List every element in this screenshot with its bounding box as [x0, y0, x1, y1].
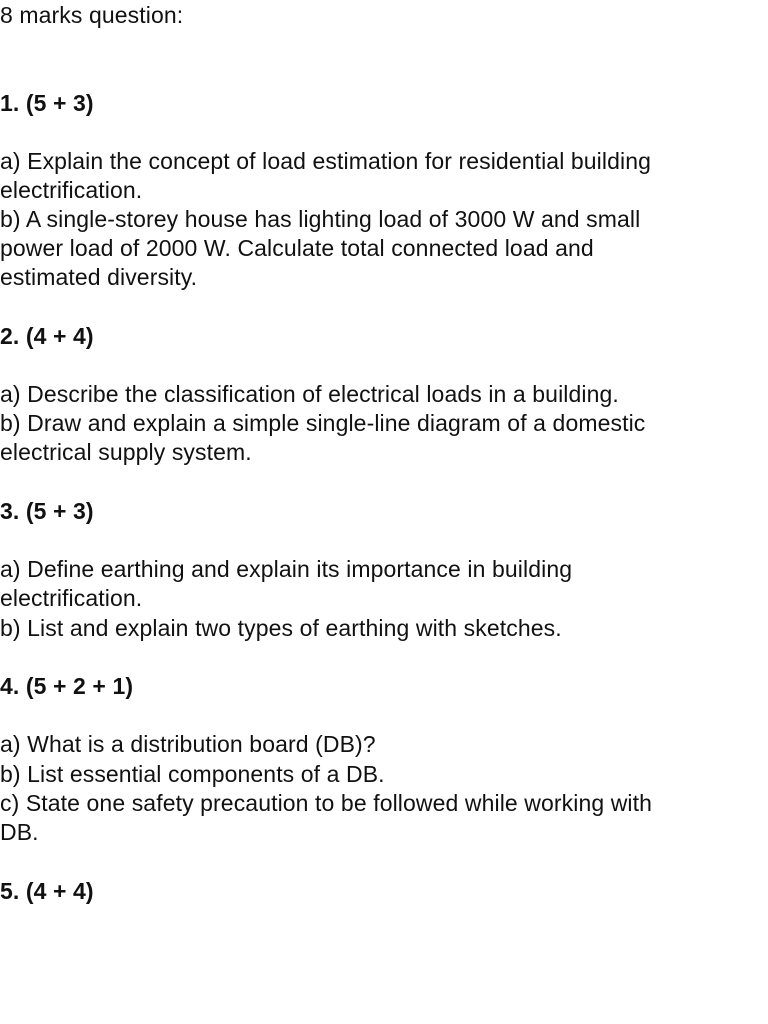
question-3-heading: 3. (5 + 3) — [0, 498, 94, 524]
question-1-heading: 1. (5 + 3) — [0, 90, 94, 116]
question-1-part-b-line-3: estimated diversity. — [0, 264, 198, 290]
question-4-part-b-line-1: b) List essential components of a DB. — [0, 761, 385, 787]
question-5-heading: 5. (4 + 4) — [0, 878, 94, 904]
question-1-part-b-line-2: power load of 2000 W. Calculate total connected load and — [0, 235, 594, 261]
question-4-part-c-line-2: DB. — [0, 819, 39, 845]
question-4-heading: 4. (5 + 2 + 1) — [0, 673, 134, 699]
question-3-part-b-line-1: b) List and explain two types of earthing with sketches. — [0, 615, 562, 641]
intro-text: 8 marks question: — [0, 2, 184, 28]
question-2-heading: 2. (4 + 4) — [0, 323, 94, 349]
question-3-part-a-line-2: electrification. — [0, 585, 143, 611]
question-1-part-a-line-2: electrification. — [0, 177, 143, 203]
question-4-part-a-line-1: a) What is a distribution board (DB)? — [0, 731, 376, 757]
question-2-part-b-line-1: b) Draw and explain a simple single-line diagram of a domestic — [0, 410, 646, 436]
question-2-part-a-line-1: a) Describe the classification of electrical loads in a building. — [0, 381, 619, 407]
question-1-part-b-line-1: b) A single-storey house has lighting load of 3000 W and small — [0, 206, 641, 232]
question-3-part-a-line-1: a) Define earthing and explain its importance in building — [0, 556, 573, 582]
question-4-part-c-line-1: c) State one safety precaution to be followed while working with — [0, 790, 653, 816]
question-2-part-b-line-2: electrical supply system. — [0, 439, 252, 465]
question-1-part-a-line-1: a) Explain the concept of load estimation for residential building — [0, 148, 651, 174]
